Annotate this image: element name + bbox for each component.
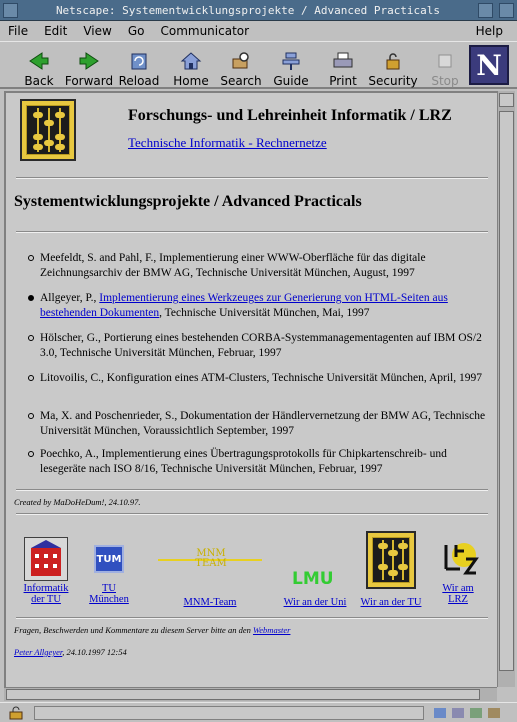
search-button[interactable] [216, 44, 266, 88]
page-header-title: Forschungs- und Lehreinheit Informatik / LRZ [128, 107, 452, 124]
print-button[interactable] [318, 44, 368, 88]
informatik-link[interactable]: Informatik der TU [23, 583, 69, 605]
author-link[interactable]: Peter Allgeyer [14, 647, 63, 657]
informatik-building-icon [25, 538, 67, 580]
component-bar-icons[interactable] [432, 706, 512, 720]
mnm-logo[interactable]: MNM TEAM [195, 548, 227, 569]
list-item [40, 291, 488, 321]
status-bar [0, 702, 517, 722]
page-content [4, 91, 497, 687]
guide-label: Guide [273, 74, 309, 88]
window-menu-button[interactable] [3, 3, 18, 18]
divider [16, 617, 488, 619]
horizontal-scrollbar[interactable] [4, 687, 497, 701]
informatik-logo[interactable] [24, 537, 68, 581]
list-item [40, 251, 488, 281]
reload-button[interactable] [114, 44, 164, 88]
entry-text: Litovoilis, C., Konfiguration eines ATM-Clusters, Technische Universität München, April, 1997 [40, 372, 482, 384]
menu-view[interactable]: View [83, 24, 112, 38]
stop-icon [434, 51, 456, 71]
webmaster-link[interactable]: Webmaster [252, 625, 291, 635]
divider [16, 489, 488, 491]
back-label: Back [24, 74, 54, 88]
entry-text: , Technische Universität München, Mai, 1997 [159, 307, 370, 319]
divider [16, 177, 488, 179]
minimize-button[interactable] [478, 3, 493, 18]
entry-text: Hölscher, G., Portierung eines bestehenden CORBA-Systemmanagementagenten auf IBM OS/2 3.0, Technische Universität München, Februar, 1997 [40, 332, 482, 359]
bullet-icon [28, 451, 34, 457]
questions-text [14, 625, 484, 635]
bullet-icon [28, 255, 34, 261]
menu-edit[interactable]: Edit [44, 24, 68, 38]
entry-text: Allgeyer, P., [40, 292, 100, 304]
forward-label: Forward [64, 74, 114, 88]
wir-an-der-tu-link[interactable]: Wir an der TU [360, 597, 422, 608]
mnm-team-link[interactable]: MNM-Team [183, 597, 237, 608]
bullet-icon [28, 413, 34, 419]
printer-icon [332, 51, 354, 71]
entry-text: Meefeldt, S. and Pahl, F., Implementierung einer WWW-Oberfläche für das digitale Zeichnungsarchiv der BMW AG, Technische Universität München, August, 1997 [40, 252, 426, 279]
status-text-field [34, 706, 424, 720]
h-scroll-thumb[interactable] [6, 689, 480, 700]
window-title: Netscape: Systementwicklungsprojekte / Advanced Practicals [55, 3, 441, 17]
stop-button[interactable] [420, 44, 470, 88]
bullet-icon [28, 295, 34, 301]
divider [16, 513, 488, 515]
bullet-icon [28, 335, 34, 341]
guide-icon [280, 51, 302, 71]
print-label: Print [329, 74, 357, 88]
forward-button[interactable] [64, 44, 114, 88]
lmu-link[interactable]: Wir an der Uni [283, 597, 347, 608]
menu-go[interactable]: Go [127, 24, 145, 38]
lrz-link[interactable]: Wir am LRZ [442, 583, 474, 605]
list-item [40, 447, 488, 477]
questions-label: Fragen, Beschwerden und Kommentare zu diesem Server bitte an den [14, 625, 253, 635]
maximize-button[interactable] [499, 3, 514, 18]
lmu-logo[interactable]: LMU [292, 569, 334, 589]
reload-label: Reload [118, 74, 160, 88]
search-label: Search [220, 74, 262, 88]
stop-label: Stop [431, 74, 459, 88]
lock-icon [382, 51, 404, 71]
list-item [40, 331, 488, 361]
abacus-logo [20, 99, 76, 161]
forward-arrow-icon [78, 51, 100, 71]
reload-icon [128, 51, 150, 71]
menu-help[interactable]: Help [475, 24, 503, 38]
title-bar[interactable] [0, 0, 517, 21]
security-label: Security [368, 74, 418, 88]
home-icon [180, 51, 202, 71]
menu-communicator[interactable]: Communicator [160, 24, 250, 38]
guide-button[interactable] [266, 44, 316, 88]
lrz-logo-icon[interactable] [438, 539, 480, 579]
created-by-text: Created by MaDoHeDum!, 24.10.97. [14, 497, 141, 507]
security-lock-icon[interactable] [8, 706, 24, 720]
back-arrow-icon [28, 51, 50, 71]
divider [16, 231, 488, 233]
list-item [40, 409, 488, 439]
list-item [40, 371, 488, 386]
netscape-logo[interactable]: N [469, 45, 509, 85]
author-line [14, 647, 127, 657]
menu-bar [0, 21, 517, 41]
menu-file[interactable]: File [8, 24, 29, 38]
abacus-footer-logo[interactable] [366, 531, 416, 589]
entry-text: Ma, X. and Poschenrieder, S., Dokumentation der Händlervernetzung der BMW AG, Technische Universität München, Voraussichtlich September, 1997 [40, 410, 486, 437]
rechnernetze-link[interactable]: Technische Informatik - Rechnernetze [128, 135, 327, 150]
home-label: Home [173, 74, 209, 88]
entry-link[interactable]: Implementierung eines Werkzeuges zur Generierung von HTML-Seiten aus bestehenden Dokumenten [40, 292, 448, 319]
date-text: , 24.10.1997 12:54 [62, 647, 127, 657]
tu-logo[interactable]: TUM [94, 545, 124, 573]
back-button[interactable] [14, 44, 64, 88]
scroll-up-arrow-icon[interactable] [499, 93, 514, 107]
home-button[interactable] [166, 44, 216, 88]
entry-text: Poechko, A., Implementierung eines Übertragungsprotokolls für Chipkartenschreib- und lesegeräte nach ISO 8/16, Technische Universität München, Februar, 1997 [40, 448, 447, 475]
vertical-scrollbar[interactable] [497, 91, 515, 687]
search-icon [230, 51, 252, 71]
tu-muenchen-link[interactable]: TU München [89, 583, 129, 605]
navigation-toolbar [0, 41, 517, 89]
scroll-thumb[interactable] [499, 111, 514, 671]
security-button[interactable] [368, 44, 418, 88]
page-title: Systementwicklungsprojekte / Advanced Practicals [14, 193, 362, 210]
bullet-icon [28, 375, 34, 381]
